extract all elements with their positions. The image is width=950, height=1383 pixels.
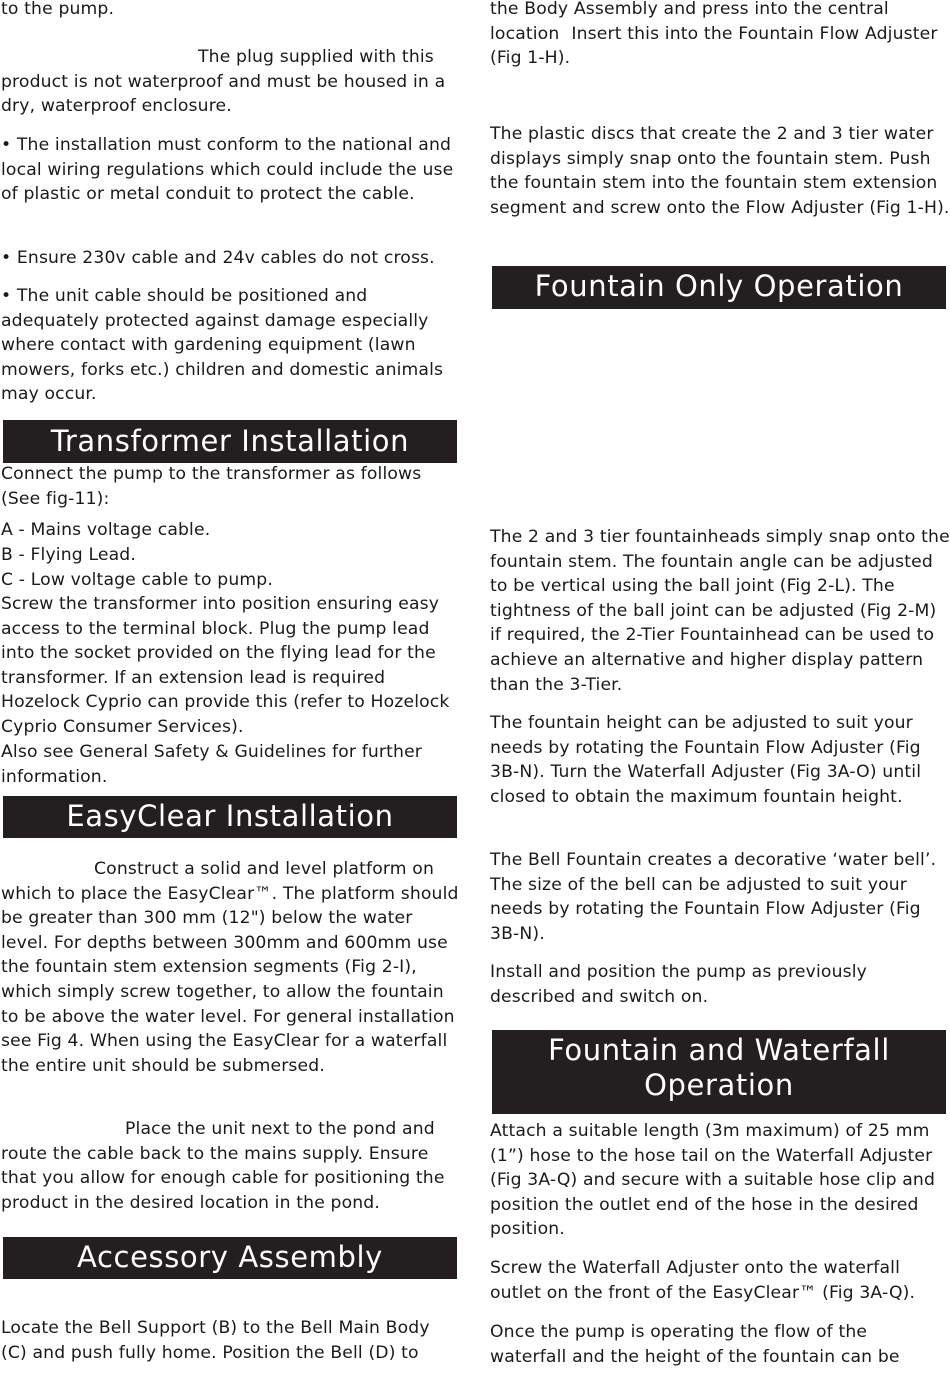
paragraph: Construct a solid and level platform on which to place the EasyClear™. The platform should be greater than 300 mm (12") below the water level. For depths between 300mm and 600mm use the fountain stem extension segments (Fig 2-I), which simply screw together, to allow the fountain to be above the water level. For general installation see Fig 4. When using the EasyClear for a waterfall the entire unit should be submersed. xyxy=(1,859,459,1076)
paragraph: The fountain height can be adjusted to suit your needs by rotating the Fountain Flow Adjuster (Fig 3B-N). Turn the Waterfall Adjuster (Fig 3A-O) until closed to obtain the maximum fountain height. xyxy=(490,713,922,807)
section-heading-accessory-assembly: Accessory Assembly xyxy=(3,1237,457,1279)
bullet-item: • The unit cable should be positioned and adequately protected against damage especially where contact with gardening equipment (lawn mowers, forks etc.) children and domestic animals may occur. xyxy=(1,286,444,405)
paragraph: The 2 and 3 tier fountainheads simply snap onto the fountain stem. The fountain angle can be adjusted to be vertical using the ball joint (Fig 2-L). The tightness of the ball joint can be adjusted (Fig 2-M) if required, the 2-Tier Fountainhead can be used to achieve an alternative and higher display pattern than the 3-Tier. xyxy=(490,527,950,695)
paragraph: The plastic discs that create the 2 and 3 tier water displays simply snap onto the fountain stem. Push the fountain stem into the fountain stem extension segment and screw onto the Flow Adjuster (Fig 1-H). xyxy=(490,124,950,218)
list-item: A - Mains voltage cable. xyxy=(1,520,211,540)
paragraph: Place the unit next to the pond and route the cable back to the mains supply. Ensure that you allow for enough cable for positioning the product in the desired location in the pond. xyxy=(1,1119,445,1213)
paragraph: Locate the Bell Support (B) to the Bell Main Body (C) and push fully home. Position the Bell (D) to xyxy=(1,1318,430,1363)
paragraph: to the pump. xyxy=(1,0,115,19)
section-heading-easyclear-installation: EasyClear Installation xyxy=(3,796,457,838)
bullet-item: • Ensure 230v cable and 24v cables do not cross. xyxy=(1,248,435,268)
paragraph: Also see General Safety & Guidelines for further information. xyxy=(1,742,423,787)
section-heading-fountain-only-operation: Fountain Only Operation xyxy=(492,266,946,309)
section-heading-transformer-installation: Transformer Installation xyxy=(3,420,457,463)
paragraph: The plug supplied with this product is not waterproof and must be housed in a dry, waterproof enclosure. xyxy=(1,47,446,117)
paragraph: Attach a suitable length (3m maximum) of 25 mm (1”) hose to the hose tail on the Waterfall Adjuster (Fig 3A-Q) and secure with a suitable hose clip and position the outlet end of the hose in the desired position. xyxy=(490,1121,936,1240)
section-heading-fountain-and-waterfall-operation: Fountain and Waterfall Operation xyxy=(492,1030,946,1114)
paragraph: Connect the pump to the transformer as follows (See fig-11): xyxy=(1,464,422,509)
paragraph: Once the pump is operating the flow of the waterfall and the height of the fountain can be xyxy=(490,1322,900,1367)
paragraph: the Body Assembly and press into the central location Insert this into the Fountain Flow Adjuster (Fig 1-H). xyxy=(490,0,938,69)
paragraph: Install and position the pump as previously described and switch on. xyxy=(490,962,867,1007)
list-item: C - Low voltage cable to pump. xyxy=(1,570,273,590)
paragraph: Screw the transformer into position ensuring easy access to the terminal block. Plug the pump lead into the socket provided on the flying lead for the transformer. If an extension lead is required Hozelock Cyprio can provide this (refer to Hozelock Cyprio Consumer Services). xyxy=(1,594,450,737)
paragraph: Screw the Waterfall Adjuster onto the waterfall outlet on the front of the EasyClear™ (Fig 3A-Q). xyxy=(490,1258,916,1303)
bullet-item: • The installation must conform to the national and local wiring regulations which could include the use of plastic or metal conduit to protect the cable. xyxy=(1,135,454,205)
paragraph: The Bell Fountain creates a decorative ‘water bell’. The size of the bell can be adjusted to suit your needs by rotating the Fountain Flow Adjuster (Fig 3B-N). xyxy=(490,850,937,944)
list-item: B - Flying Lead. xyxy=(1,545,136,565)
